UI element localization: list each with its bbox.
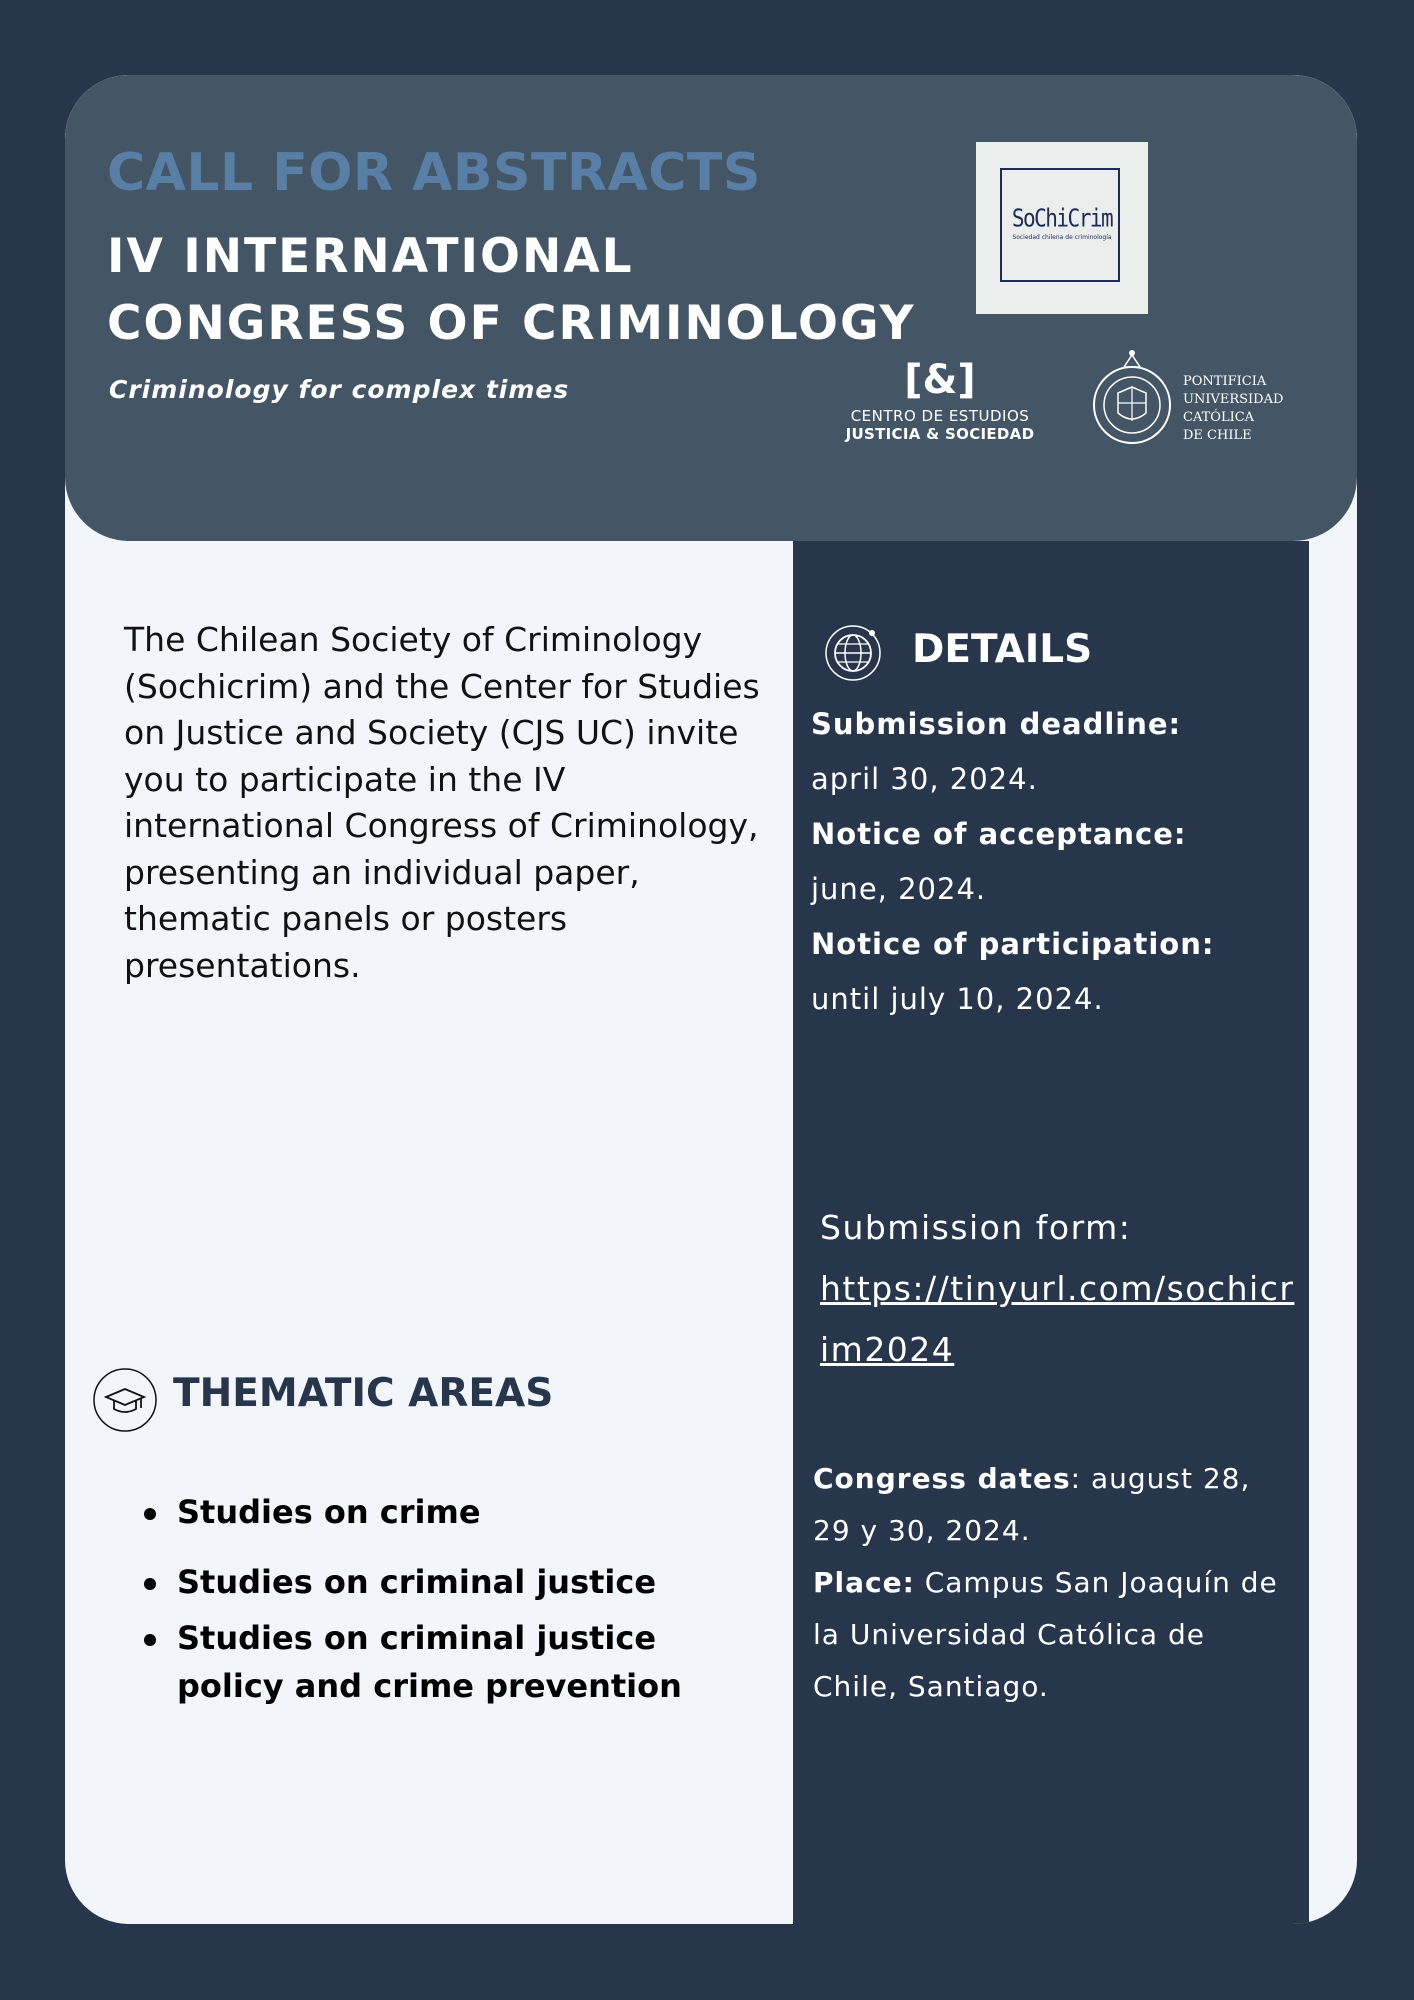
acceptance-value: june, 2024. <box>811 872 987 906</box>
uc-logo-line1: PONTIFICIA <box>1183 374 1267 389</box>
participation-label: Notice of participation: <box>811 927 1215 961</box>
list-item: Studies on crime <box>140 1488 717 1536</box>
congress-dates-label: Congress dates <box>813 1462 1071 1495</box>
globe-icon <box>823 623 883 687</box>
poster-card <box>65 75 1357 1924</box>
submission-form-link[interactable]: https://tinyurl.com/sochicrim2024 <box>820 1269 1295 1369</box>
submission-form-label: Submission form: <box>820 1208 1132 1247</box>
uc-logo-line3: CATÓLICA <box>1183 410 1255 425</box>
list-item: Studies on criminal justice <box>140 1558 717 1606</box>
cjs-logo-mark: [&] <box>904 357 976 403</box>
details-title: DETAILS <box>912 627 1093 672</box>
submission-form <box>820 1197 1300 1380</box>
intro-text: The Chilean Society of Criminology (Sochicrim) and the Center for Studies on Justice and Society (CJS UC) invite you to participate in the IV international Congress of Criminology, presenting an individual paper, thematic panels or posters presentations. <box>124 620 760 985</box>
uc-logo-line4: DE CHILE <box>1183 428 1252 443</box>
uc-logo <box>1090 343 1310 463</box>
participation-value: until july 10, 2024. <box>811 982 1104 1016</box>
cjs-logo-line2: JUSTICIA & SOCIEDAD <box>845 425 1035 443</box>
graduation-cap-icon <box>92 1367 158 1437</box>
sochicrim-logo-name: SoChiCrim <box>1011 203 1113 233</box>
thematic-areas-title: THEMATIC AREAS <box>173 1371 554 1416</box>
list-item-text: Studies on criminal justice policy and crime prevention <box>177 1619 682 1705</box>
uc-seal-icon <box>1090 343 1180 463</box>
uc-logo-line2: UNIVERSIDAD <box>1183 392 1284 407</box>
cjs-logo <box>830 357 1050 443</box>
congress-dates-value: : august 28, 29 y 30, 2024. <box>813 1462 1251 1547</box>
cjs-logo-line1: CENTRO DE ESTUDIOS <box>850 407 1030 425</box>
thematic-areas-list <box>140 1488 717 1710</box>
place-value: Campus San Joaquín de la Universidad Católica de Chile, Santiago. <box>813 1566 1278 1703</box>
sochicrim-logo-subtitle: Sociedad chilena de criminología <box>1012 234 1112 241</box>
acceptance-label: Notice of acceptance: <box>811 817 1187 851</box>
header-panel <box>65 75 1357 541</box>
congress-info <box>813 1453 1288 1713</box>
deadline-label: Submission deadline: <box>811 707 1182 741</box>
place-label: Place: <box>813 1566 915 1599</box>
details-list <box>811 697 1291 1027</box>
deadline-value: april 30, 2024. <box>811 762 1038 796</box>
list-item <box>140 1614 717 1710</box>
call-for-abstracts-heading: CALL FOR ABSTRACTS <box>107 143 761 203</box>
congress-title: IV INTERNATIONAL CONGRESS OF CRIMINOLOGY <box>107 229 916 351</box>
details-sidebar <box>793 541 1309 1924</box>
uc-logo-text <box>1183 373 1283 445</box>
tagline: Criminology for complex times <box>109 375 570 404</box>
sochicrim-logo <box>976 142 1148 314</box>
